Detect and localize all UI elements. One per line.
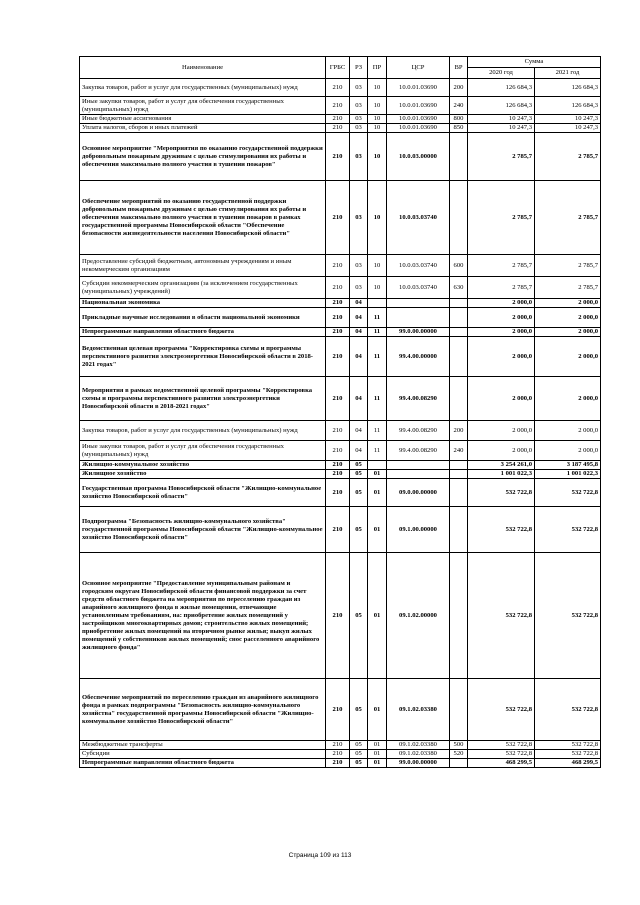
cell-grbs: 210 [326,421,350,441]
table-row [80,421,601,441]
cell-grbs: 210 [326,133,350,181]
budget-table-body [80,79,601,768]
cell-pr: 01 [368,507,387,553]
table-row [80,741,601,750]
header-rz: РЗ [350,57,368,79]
table-row [80,115,601,124]
cell-vr [450,470,468,479]
cell-pr: 01 [368,679,387,741]
cell-sum-2020: 2 000,0 [468,308,535,328]
header-year-2020: 2020 год [468,68,535,79]
cell-rz: 03 [350,79,368,97]
table-row [80,124,601,133]
cell-grbs: 210 [326,115,350,124]
cell-csr: 99.4.00.08290 [387,421,450,441]
cell-sum-2021: 532 722,8 [535,479,601,507]
cell-grbs: 210 [326,328,350,337]
cell-vr [450,133,468,181]
cell-rz: 04 [350,377,368,421]
cell-sum-2020: 2 000,0 [468,328,535,337]
cell-pr: 10 [368,255,387,277]
cell-grbs: 210 [326,299,350,308]
cell-csr: 99.0.00.00000 [387,759,450,768]
cell-rz: 03 [350,181,368,255]
cell-sum-2020: 2 000,0 [468,299,535,308]
cell-sum-2020: 532 722,8 [468,741,535,750]
cell-grbs: 210 [326,79,350,97]
table-row [80,759,601,768]
table-row [80,461,601,470]
cell-pr: 11 [368,421,387,441]
cell-vr: 240 [450,97,468,115]
cell-sum-2020: 532 722,8 [468,553,535,679]
cell-csr: 09.0.00.00000 [387,479,450,507]
cell-sum-2021: 532 722,8 [535,507,601,553]
cell-grbs: 210 [326,507,350,553]
cell-grbs: 210 [326,750,350,759]
table-row [80,507,601,553]
cell-pr: 10 [368,124,387,133]
cell-rz: 05 [350,750,368,759]
cell-sum-2021: 2 785,7 [535,255,601,277]
table-row [80,308,601,328]
cell-pr: 01 [368,470,387,479]
cell-vr [450,377,468,421]
cell-pr: 01 [368,750,387,759]
cell-sum-2020: 2 000,0 [468,421,535,441]
cell-name: Жилищное хозяйство [80,470,326,479]
header-pr: ПР [368,57,387,79]
cell-pr: 01 [368,759,387,768]
header-name: Наименование [80,57,326,79]
table-row [80,337,601,377]
cell-vr: 500 [450,741,468,750]
cell-vr [450,759,468,768]
cell-sum-2021: 532 722,8 [535,553,601,679]
cell-vr: 240 [450,441,468,461]
table-row [80,553,601,679]
cell-sum-2021: 468 299,5 [535,759,601,768]
cell-vr [450,679,468,741]
cell-sum-2020: 1 001 022,3 [468,470,535,479]
cell-sum-2021: 10 247,3 [535,115,601,124]
cell-sum-2021: 2 000,0 [535,299,601,308]
cell-sum-2021: 2 000,0 [535,337,601,377]
cell-csr [387,461,450,470]
cell-vr: 630 [450,277,468,299]
cell-pr: 10 [368,97,387,115]
cell-grbs: 210 [326,277,350,299]
cell-csr: 10.0.01.03690 [387,97,450,115]
budget-table-container [79,56,600,768]
cell-csr: 10.0.03.03740 [387,181,450,255]
cell-rz: 03 [350,277,368,299]
header-grbs: ГРБС [326,57,350,79]
cell-name: Жилищно-коммунальное хозяйство [80,461,326,470]
cell-csr [387,299,450,308]
cell-sum-2020: 2 785,7 [468,255,535,277]
cell-sum-2021: 532 722,8 [535,750,601,759]
cell-csr: 10.0.03.00000 [387,133,450,181]
table-row [80,255,601,277]
cell-rz: 03 [350,115,368,124]
cell-csr: 10.0.01.03690 [387,79,450,97]
cell-vr [450,308,468,328]
cell-pr: 11 [368,337,387,377]
cell-rz: 03 [350,133,368,181]
cell-rz: 03 [350,255,368,277]
cell-sum-2020: 532 722,8 [468,679,535,741]
header-year-2021: 2021 год [535,68,601,79]
cell-pr: 10 [368,133,387,181]
table-row [80,79,601,97]
cell-sum-2020: 126 684,3 [468,79,535,97]
cell-grbs: 210 [326,124,350,133]
cell-name: Уплата налогов, сборов и иных платежей [80,124,326,133]
cell-sum-2020: 2 785,7 [468,133,535,181]
cell-vr: 800 [450,115,468,124]
cell-rz: 05 [350,479,368,507]
cell-rz: 05 [350,553,368,679]
cell-name: Иные закупки товаров, работ и услуг для обеспечения государственных (муниципальных) нужд [80,97,326,115]
header-vr: ВР [450,57,468,79]
cell-vr [450,507,468,553]
cell-name: Государственная программа Новосибирской области "Жилищно-коммунальное хозяйство Новосибирской области" [80,479,326,507]
cell-csr: 09.1.02.00000 [387,553,450,679]
cell-sum-2021: 2 000,0 [535,377,601,421]
cell-pr: 01 [368,741,387,750]
header-csr: ЦСР [387,57,450,79]
cell-rz: 05 [350,679,368,741]
table-row [80,181,601,255]
header-sum: Сумма [468,57,601,68]
cell-sum-2021: 1 001 022,3 [535,470,601,479]
cell-csr [387,308,450,328]
cell-grbs: 210 [326,461,350,470]
cell-sum-2020: 532 722,8 [468,750,535,759]
cell-name: Предоставление субсидий бюджетным, автономным учреждениям и иным некоммерческим организациям [80,255,326,277]
table-row [80,299,601,308]
cell-grbs: 210 [326,337,350,377]
page-number: Страница 109 из 113 [288,852,352,859]
cell-pr: 10 [368,115,387,124]
cell-sum-2021: 10 247,3 [535,124,601,133]
cell-rz: 04 [350,299,368,308]
cell-vr [450,461,468,470]
cell-rz: 05 [350,741,368,750]
cell-pr: 01 [368,479,387,507]
cell-vr [450,299,468,308]
cell-csr: 09.1.02.03380 [387,679,450,741]
cell-csr: 99.0.00.00000 [387,328,450,337]
table-row [80,441,601,461]
cell-grbs: 210 [326,97,350,115]
cell-name: Ведомственная целевая программа "Корректировка схемы и программы перспективного развития электроэнергетики Новосибирской области в 2018-2021 годах" [80,337,326,377]
cell-sum-2021: 126 684,3 [535,97,601,115]
cell-sum-2021: 2 785,7 [535,133,601,181]
cell-name: Подпрограмма "Безопасность жилищно-коммунального хозяйства" государственной программы Новосибирской области "Жилищно-коммунальное хозяйство Новосибирской области" [80,507,326,553]
cell-sum-2021: 3 187 495,8 [535,461,601,470]
cell-vr [450,328,468,337]
cell-csr: 99.4.00.08290 [387,441,450,461]
cell-csr: 10.0.01.03690 [387,124,450,133]
cell-name: Основное мероприятие "Предоставление муниципальным районам и городским округам Новосибирской области финансовой поддержки за счет средств областного бюджета на мероприятия по переселению граждан из аварийного жилищного фонда в жилые помещения, отвечающие установленным требованиям, на: приобретение жилых помещений у застройщиков многоквартирных домов; строительство жилых помещений; приобретение жилых помещений на вторичном рынке жилья; выкуп жилых помещений у собственников жилых помещений; снос расселенного аварийного жилищного фонда" [80,553,326,679]
table-row [80,750,601,759]
cell-rz: 05 [350,507,368,553]
cell-grbs: 210 [326,470,350,479]
cell-rz: 03 [350,97,368,115]
cell-sum-2020: 532 722,8 [468,479,535,507]
cell-csr: 10.0.01.03690 [387,115,450,124]
cell-pr: 10 [368,181,387,255]
cell-sum-2021: 126 684,3 [535,79,601,97]
budget-table [79,56,601,768]
cell-name: Межбюджетные трансферты [80,741,326,750]
cell-pr: 10 [368,79,387,97]
cell-name: Основное мероприятие "Мероприятия по оказанию государственной поддержки добровольным пожарным дружинам с целью стимулирования их работы и обеспечения максимально полного участия в тушении пожаров" [80,133,326,181]
cell-rz: 05 [350,470,368,479]
cell-vr: 520 [450,750,468,759]
cell-rz: 04 [350,328,368,337]
cell-grbs: 210 [326,377,350,421]
cell-grbs: 210 [326,308,350,328]
cell-pr [368,299,387,308]
cell-csr: 10.0.03.03740 [387,255,450,277]
cell-rz: 04 [350,308,368,328]
cell-name: Закупка товаров, работ и услуг для государственных (муниципальных) нужд [80,421,326,441]
cell-name: Закупка товаров, работ и услуг для государственных (муниципальных) нужд [80,79,326,97]
table-row [80,328,601,337]
cell-csr: 09.1.02.03380 [387,741,450,750]
cell-name: Прикладные научные исследования в области национальной экономики [80,308,326,328]
table-row [80,97,601,115]
cell-rz: 04 [350,441,368,461]
cell-grbs: 210 [326,741,350,750]
cell-name: Обеспечение мероприятий по оказанию государственной поддержки добровольным пожарным дружинам с целью стимулирования их работы и обеспечения максимально полного участия в тушении пожаров в рамках государственной программы Новосибирской области "Обеспечение безопасности жизнедеятельности населения Новосибирской области" [80,181,326,255]
table-row [80,133,601,181]
cell-sum-2021: 2 785,7 [535,181,601,255]
table-row [80,377,601,421]
cell-grbs: 210 [326,479,350,507]
cell-pr: 10 [368,277,387,299]
cell-pr: 11 [368,328,387,337]
cell-pr: 11 [368,377,387,421]
cell-rz: 05 [350,759,368,768]
cell-vr [450,553,468,679]
cell-grbs: 210 [326,679,350,741]
cell-vr [450,479,468,507]
cell-sum-2020: 2 785,7 [468,277,535,299]
cell-vr: 850 [450,124,468,133]
cell-sum-2020: 3 254 261,0 [468,461,535,470]
cell-vr [450,337,468,377]
table-row [80,277,601,299]
cell-name: Субсидии [80,750,326,759]
cell-sum-2020: 2 785,7 [468,181,535,255]
cell-sum-2020: 532 722,8 [468,507,535,553]
cell-sum-2020: 2 000,0 [468,337,535,377]
table-row [80,470,601,479]
cell-name: Иные закупки товаров, работ и услуг для обеспечения государственных (муниципальных) нужд [80,441,326,461]
cell-vr: 200 [450,79,468,97]
cell-pr: 11 [368,308,387,328]
cell-sum-2020: 2 000,0 [468,377,535,421]
cell-rz: 03 [350,124,368,133]
cell-name: Непрограммные направления областного бюджета [80,328,326,337]
cell-csr [387,470,450,479]
cell-pr: 01 [368,553,387,679]
cell-csr: 99.4.00.08290 [387,377,450,421]
cell-sum-2021: 2 000,0 [535,421,601,441]
cell-name: Субсидии некоммерческим организациям (за исключением государственных (муниципальных) учреждений) [80,277,326,299]
table-row [80,679,601,741]
cell-vr [450,181,468,255]
cell-rz: 04 [350,421,368,441]
cell-grbs: 210 [326,441,350,461]
cell-sum-2021: 2 000,0 [535,308,601,328]
cell-csr: 09.1.02.03380 [387,750,450,759]
cell-pr [368,461,387,470]
cell-csr: 10.0.03.03740 [387,277,450,299]
cell-name: Мероприятия в рамках ведомственной целевой программы "Корректировка схемы и программы перспективного развития электроэнергетики Новосибирской области в 2018-2021 годах" [80,377,326,421]
cell-grbs: 210 [326,255,350,277]
cell-sum-2020: 10 247,3 [468,124,535,133]
cell-vr: 600 [450,255,468,277]
cell-rz: 04 [350,337,368,377]
cell-sum-2020: 2 000,0 [468,441,535,461]
cell-rz: 05 [350,461,368,470]
cell-sum-2021: 532 722,8 [535,741,601,750]
cell-name: Обеспечение мероприятий по переселению граждан из аварийного жилищного фонда в рамках подпрограммы "Безопасность жилищно-коммунального хозяйства" государственной программы Новосибирской области "Жилищно-коммунальное хозяйство Новосибирской области" [80,679,326,741]
cell-vr: 200 [450,421,468,441]
table-row [80,479,601,507]
cell-name: Национальная экономика [80,299,326,308]
cell-grbs: 210 [326,181,350,255]
cell-sum-2020: 10 247,3 [468,115,535,124]
cell-name: Непрограммные направления областного бюджета [80,759,326,768]
cell-grbs: 210 [326,553,350,679]
cell-sum-2021: 2 000,0 [535,328,601,337]
cell-csr: 09.1.00.00000 [387,507,450,553]
cell-pr: 11 [368,441,387,461]
cell-sum-2021: 532 722,8 [535,679,601,741]
cell-csr: 99.4.00.00000 [387,337,450,377]
cell-sum-2020: 126 684,3 [468,97,535,115]
cell-sum-2021: 2 000,0 [535,441,601,461]
cell-grbs: 210 [326,759,350,768]
cell-sum-2021: 2 785,7 [535,277,601,299]
cell-name: Иные бюджетные ассигнования [80,115,326,124]
cell-sum-2020: 468 299,5 [468,759,535,768]
